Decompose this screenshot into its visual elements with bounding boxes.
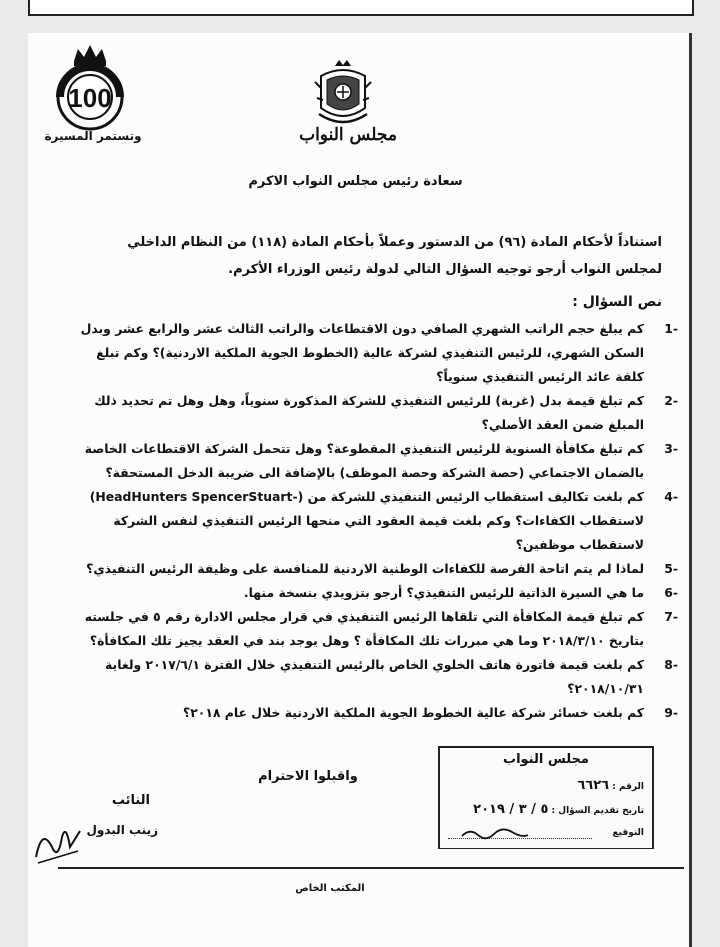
mp-signature-icon [32,817,84,867]
stamp-date-label: تاريخ تقديم السؤال : [551,806,644,816]
closing-line: واقبلوا الاحترام [258,769,358,784]
stamp-date-value: ٥ / ٣ / ٢٠١٩ [473,802,549,817]
question-text: كم تبلغ قيمة المكافأة التي تلقاها الرئيس التنفيذي في قرار مجلس الادارة رقم ٥ في جلسته بتاريخ ٢٠١٨/٣/١٠ وما هي مبررات تلك المكافأة ؟ وهل يوجد بند في العقد يجيز تلك المكافأة؟ [84,609,644,648]
question-text: لماذا لم يتم اتاحة الفرصة للكفاءات الوطنية الاردنية للمنافسة على وظيفة الرئيس التنفيذي؟ [86,561,644,576]
scanned-letter-page [28,33,692,947]
question-number: 4- [664,489,678,504]
footer-office-text: المكتب الخاص [295,883,365,894]
question-text: كم تبلغ قيمة بدل (غربة) للرئيس التنفيذي للشركة المذكورة سنوياً، وهل وهل تم تحديد ذلك المبلغ ضمن العقد الأصلي؟ [94,393,644,432]
footer-rule [58,867,684,869]
question-number: 3- [664,441,678,456]
previous-page-edge [28,0,694,16]
question-item [68,389,678,437]
stamp-signature-scribble-icon [460,826,530,840]
question-item [68,317,678,389]
scan-edge-shadow [689,33,692,947]
stamp-ref-label: الرقم : [612,782,644,792]
question-text: كم يبلغ حجم الراتب الشهري الصافي دون الاقتطاعات والراتب الثالث عشر والرابع عشر وبدل السكن الشهري، للرئيس التنفيذي لشركة عالية (الخطوط الجوية الملكية الاردنية)؟ وكم تبلغ كلفة عائد الرئيس التنفيذي سنوياً؟ [80,321,644,384]
logo-slogan: وتستمر المسيرة [44,129,142,143]
stamp-date-row [473,802,644,817]
question-item [68,557,678,581]
question-item [68,605,678,653]
question-item [68,653,678,701]
question-text: ما هي السيرة الذاتية للرئيس التنفيذي؟ أرجو بتزويدي بنسخة منها. [243,585,644,600]
question-item [68,437,678,485]
question-number: 6- [664,585,678,600]
question-number: 8- [664,657,678,672]
question-number: 2- [664,393,678,408]
stamp-signature-row [613,828,645,838]
question-text: كم بلغت تكاليف استقطاب الرئيس التنفيذي للشركة من (-HeadHunters SpencerStuart) لاستقطاب الكفاءات؟ وكم بلغت قيمة العقود التي منحها الرئيس التنفيذي لنفس الشركة لاستقطاب موظفين؟ [89,489,644,552]
centennial-logo-icon [44,39,136,139]
question-heading: نص السؤال : [572,294,662,310]
question-item [68,701,678,725]
question-number: 1- [664,321,678,336]
stamp-title: مجلس النواب [503,752,589,767]
question-list [68,317,678,725]
intro-paragraph: استناداً لأحكام المادة (٩٦) من الدستور وعملاً بأحكام المادة (١١٨) من النظام الداخلي لمجلس النواب أرجو توجيه السؤال التالي لدولة رئيس الوزراء الأكرم. [127,235,662,277]
question-item [68,581,678,605]
institution-letterhead: مجلس النواب [299,125,397,145]
question-item [68,485,678,557]
mp-name: زينب البدول [86,823,158,837]
logo-number: 100 [68,83,112,113]
stamp-signature-label: التوقيع [612,828,644,838]
jordan-crest-icon [313,58,373,130]
question-number: 9- [664,705,678,720]
parliament-receipt-stamp [438,746,654,849]
mp-title: النائب [111,793,150,808]
question-text: كم تبلغ مكافأة السنوية للرئيس التنفيذي المقطوعة؟ وهل تتحمل الشركة الاقتطاعات الخاصة بالضمان الاجتماعي (حصة الشركة وحصة الموظف) بالإضافة الى ضريبة الدخل المستحقة؟ [84,441,644,480]
stamp-ref-value: ٦٦٢٦ [577,778,610,793]
question-number: 5- [664,561,678,576]
question-text: كم بلغت قيمة فاتورة هاتف الخلوي الخاص بالرئيس التنفيذي خلال الفترة ٢٠١٧/٦/١ ولغاية ٢٠١٨/١٠/٣١؟ [105,657,644,696]
stamp-ref-row [577,778,644,793]
question-number: 7- [664,609,678,624]
salutation: سعادة رئيس مجلس النواب الاكرم [248,174,463,189]
question-text: كم بلغت خسائر شركة عالية الخطوط الجوية الملكية الاردنية خلال عام ٢٠١٨؟ [183,705,644,720]
